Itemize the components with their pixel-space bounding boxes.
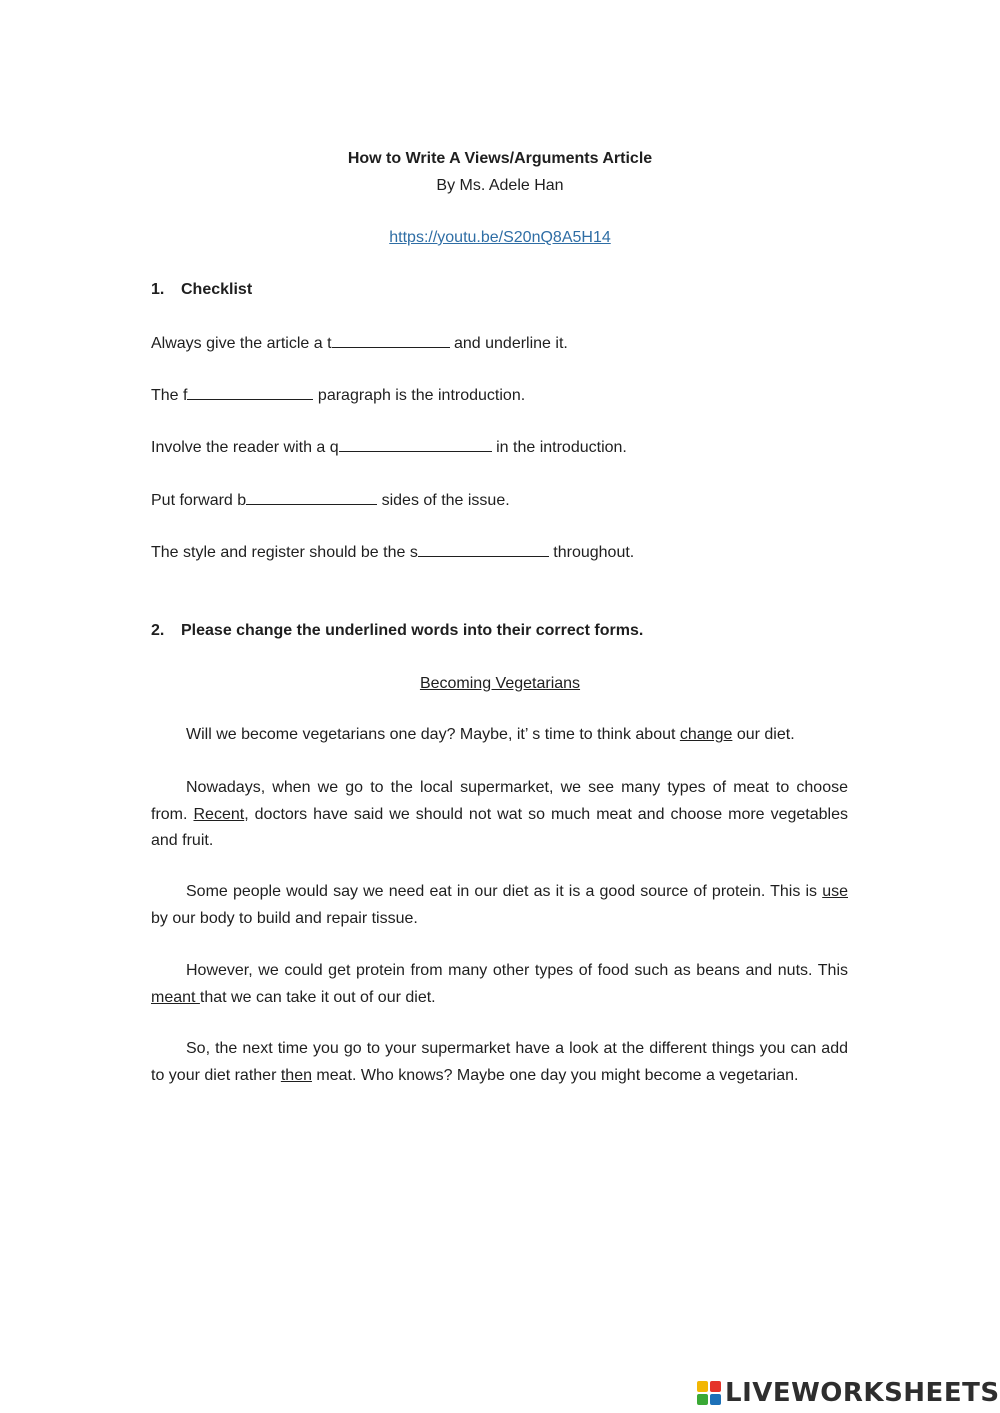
story-paragraph-3 (151, 879, 848, 932)
paragraph-text: Some people would say we need eat in our diet as it is a good source of protein. This is (186, 883, 823, 900)
underlined-word[interactable]: then (280, 1066, 312, 1084)
video-link-container (0, 229, 1000, 247)
underlined-word[interactable]: use (822, 883, 848, 900)
logo-square (710, 1394, 721, 1405)
checklist-item (151, 543, 634, 562)
paragraph-text: So, the next time you go to your supermarket have a look at the different things you can add to your diet rather (151, 1040, 848, 1084)
checklist-text: paragraph is the introduction. (313, 387, 526, 404)
section-1-title: Checklist (181, 281, 253, 298)
video-link[interactable]: https://youtu.be/S20nQ8A5H14 (389, 229, 611, 246)
paragraph-text: However, we could get protein from many other types of food such as beans and nuts. This (186, 962, 848, 979)
story-paragraph-2 (151, 775, 848, 855)
checklist-item (151, 334, 568, 353)
answer-blank[interactable] (418, 543, 549, 557)
checklist-text: Always give the article a t (151, 335, 332, 352)
paragraph-text: Will we become vegetarians one day? Maybe, it’ s time to think about (186, 726, 680, 743)
checklist-text: throughout. (548, 544, 635, 561)
checklist-text: The f (151, 387, 188, 404)
paragraph-text: meat. Who knows? Maybe one day you might become a vegetarian. (311, 1066, 799, 1084)
paragraph-text: our diet. (732, 726, 795, 743)
story-paragraph-4 (151, 958, 848, 1011)
story-paragraph-5 (151, 1036, 848, 1089)
checklist-text: Put forward b (151, 492, 247, 509)
document-author: By Ms. Adele Han (436, 177, 564, 194)
underlined-word[interactable]: meant (151, 988, 200, 1006)
checklist-item (151, 386, 525, 405)
section-2-title: Please change the underlined words into their correct forms. (181, 622, 644, 639)
answer-blank[interactable] (339, 438, 492, 452)
section-2-number: 2. (151, 622, 165, 639)
checklist-text: The style and register should be the s (151, 544, 418, 561)
story-title: Becoming Vegetarians (419, 675, 581, 692)
logo-mark-icon (697, 1381, 721, 1405)
logo-square (697, 1381, 708, 1392)
section-1-number: 1. (151, 281, 165, 298)
story-paragraph-1 (151, 722, 848, 749)
liveworksheets-logo (697, 1376, 1000, 1410)
checklist-text: Involve the reader with a q (151, 439, 339, 456)
paragraph-text: that we can take it out of our diet. (199, 988, 436, 1006)
section-1-heading (151, 281, 252, 299)
answer-blank[interactable] (332, 334, 450, 348)
document-title: How to Write A Views/Arguments Article (347, 150, 653, 167)
section-2-heading (151, 622, 643, 640)
paragraph-text: , doctors have said we should not wat so much meat and choose more vegetables and fruit. (151, 805, 849, 849)
underlined-word[interactable]: change (679, 726, 733, 743)
checklist-text: and underline it. (449, 335, 568, 352)
checklist-text: in the introduction. (491, 439, 627, 456)
answer-blank[interactable] (187, 386, 313, 400)
paragraph-text: Nowadays, when we go to the local supermarket, we see many types of meat to choose from. (151, 779, 848, 823)
logo-text: LIVEWORKSHEETS (725, 1378, 1000, 1408)
checklist-text: sides of the issue. (377, 492, 510, 509)
answer-blank[interactable] (246, 491, 377, 505)
paragraph-text: by our body to build and repair tissue. (151, 909, 418, 927)
checklist-item (151, 438, 627, 457)
underlined-word[interactable]: Recent (193, 805, 245, 823)
story-title-container (0, 675, 1000, 693)
logo-square (710, 1381, 721, 1392)
logo-square (697, 1394, 708, 1405)
checklist-item (151, 491, 510, 510)
